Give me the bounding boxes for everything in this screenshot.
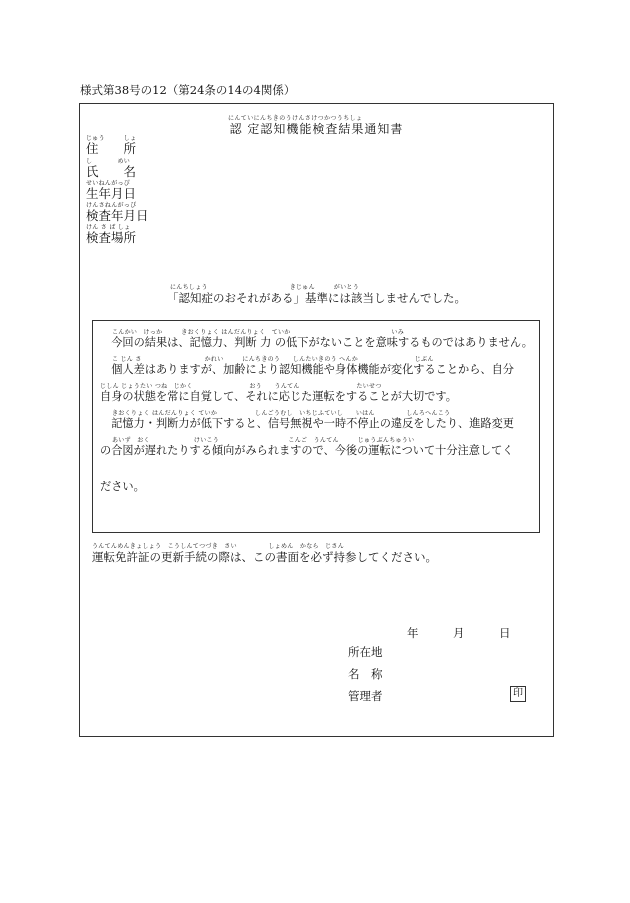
- message-line: [100, 410, 514, 431]
- message-ruby: こんかい けっか きおくりょく はんだんりょく ていか いみ: [112, 329, 405, 336]
- message-text: 個人差はありますが、加齢により認知機能や身体機能が変化することから、自分: [100, 363, 514, 376]
- field-ruby: けん さ ば しょ: [86, 224, 131, 231]
- message-ruby: あいず おく けいこう こんご うんてん じゅうぶんちゅうい: [112, 437, 415, 444]
- field-ruby: せいねんがっぴ: [86, 180, 131, 187]
- reminder: [92, 543, 437, 564]
- document-title: 認 定認知機能検査結果通知書: [229, 122, 404, 136]
- title-ruby: にんていにんちきのうけんさけつかつうちしょ: [228, 115, 363, 122]
- reminder-ruby: うんてんめんきょしょう こうしんてつづき さい しょめん かなら じさん: [92, 543, 345, 550]
- field-exam-place: [86, 224, 136, 245]
- signature-location: 所在地: [348, 645, 383, 659]
- field-ruby: けんさねんがっぴ: [86, 202, 137, 209]
- message-text: ださい。: [100, 480, 145, 493]
- field-exam-date: [86, 202, 149, 223]
- message-line: [100, 356, 514, 377]
- field-name: [86, 158, 136, 179]
- field-label: 生年月日: [86, 186, 137, 201]
- notice-ruby: にんちしょう きじゅん がいとう: [170, 284, 360, 291]
- date-day: 日: [499, 626, 511, 640]
- reminder-text: 運転免許証の更新手続の際は、この書面を必ず持参してください。: [92, 550, 437, 564]
- message-ruby: きおくりょく はんだんりょく ていか しんごうむし いちじふていし いはん しんろへんこう: [112, 410, 451, 417]
- form-id: 様式第38号の12（第24条の14の4関係）: [80, 83, 296, 97]
- date-year: 年: [407, 626, 419, 640]
- field-birthdate: [86, 180, 136, 201]
- date-month: 月: [453, 626, 465, 640]
- message-text: 記憶力・判断力が低下すると、信号無視や一時不停止の違反をしたり、進路変更: [100, 417, 514, 430]
- seal-mark: 印: [510, 686, 526, 702]
- message-ruby: こ じん さ かれい にんちきのう しんたいきのう へんか じぶん: [112, 356, 434, 363]
- field-ruby: じゅう しょ: [86, 135, 137, 142]
- field-label: 検査場所: [86, 230, 137, 245]
- signature-name: 名 称: [348, 667, 383, 681]
- field-label: 検査年月日: [86, 208, 149, 223]
- message-text: の合図が遅れたりする傾向がみられますので、今後の運転について十分注意してく: [100, 444, 514, 457]
- result-notice: 「認知症のおそれがある」基準には該当しませんでした。: [167, 291, 466, 305]
- message-line: [100, 383, 457, 404]
- message-box: [92, 320, 540, 533]
- message-line: [100, 437, 514, 458]
- message-ruby: じしん じょうたい つね じかく おう うんてん たいせつ: [100, 383, 382, 390]
- field-label: 住 所: [86, 141, 137, 156]
- message-text: 今回の結果は、記憶力、判断 力 の低下がないことを意味するものではありません。: [100, 336, 533, 349]
- field-address: [86, 135, 136, 156]
- field-ruby: し めい: [86, 158, 131, 165]
- message-line: [100, 329, 533, 350]
- issue-date: [407, 625, 545, 641]
- message-line: [100, 480, 145, 494]
- message-text: 自身の状態を常に自覚して、それに応じた運転をすることが大切です。: [100, 390, 457, 403]
- notice-frame: [79, 103, 554, 737]
- signature-manager: 管理者: [348, 689, 383, 703]
- field-label: 氏 名: [86, 164, 137, 179]
